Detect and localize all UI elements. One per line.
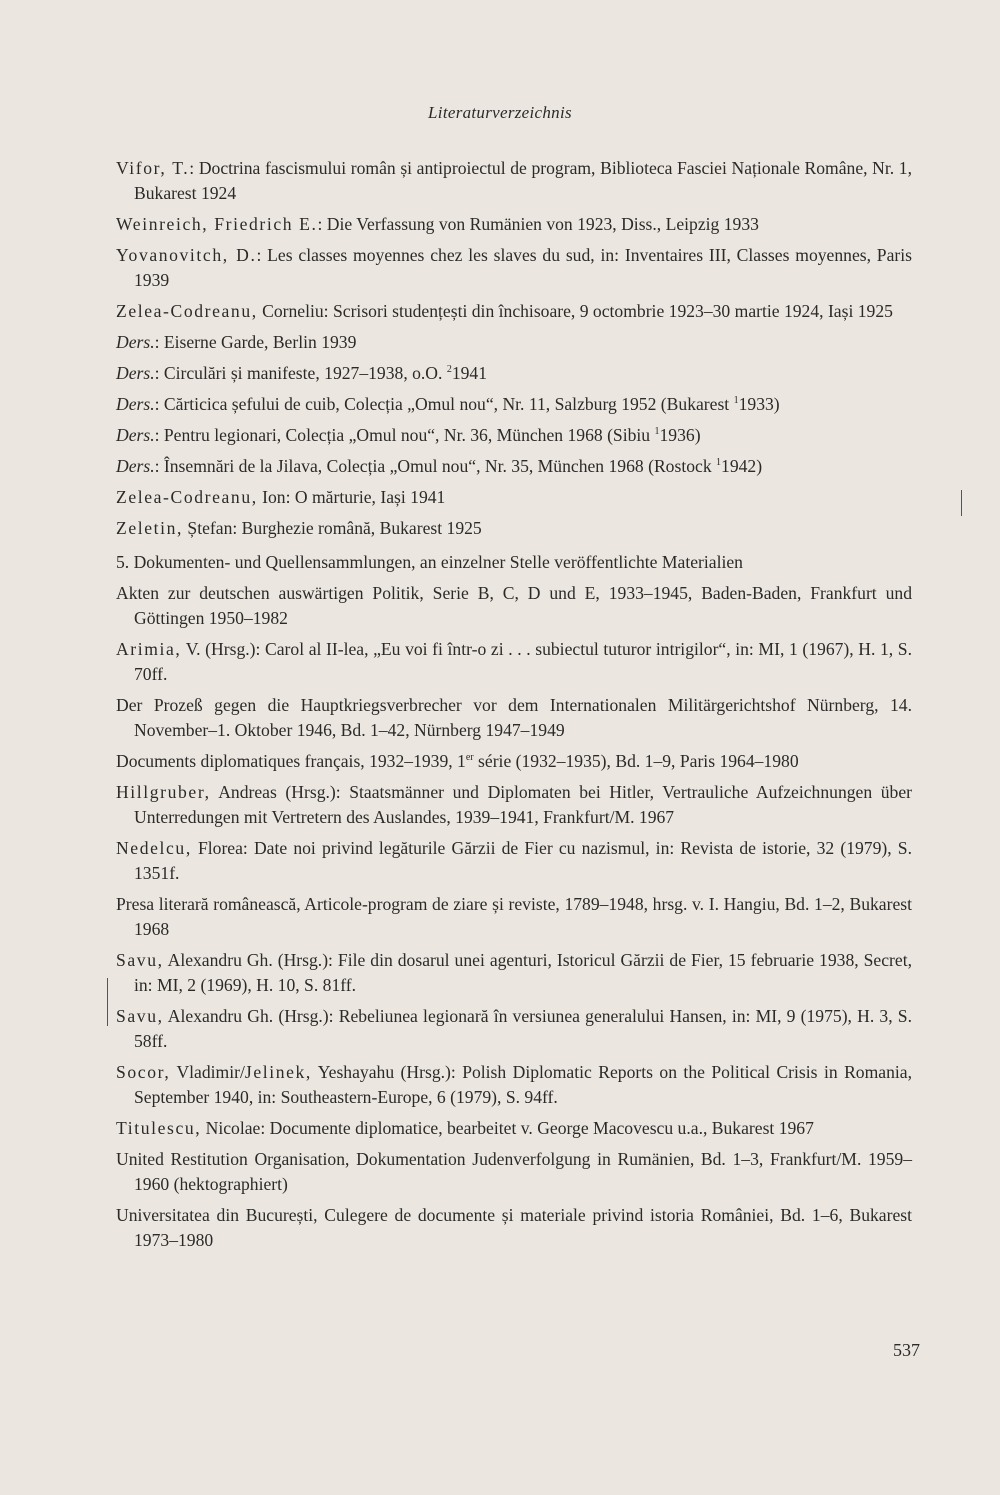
entry-text: : Les classes moyennes chez les slaves du sud, in: Inventaires III, Classes moyennes, Paris 1939 xyxy=(134,245,912,290)
source-entry xyxy=(116,1060,912,1110)
entry-author-2: Jelinek, xyxy=(244,1062,312,1082)
source-entry xyxy=(116,836,912,886)
source-entry xyxy=(116,693,912,743)
entry-text-2: Yeshayahu (Hrsg.): Polish Diplomatic Reports on the Political Crisis in Romania, September 1940, in: Southeastern-Europe, 6 (1979), S. 94ff. xyxy=(134,1062,912,1107)
entry-author: Savu, xyxy=(116,1006,164,1026)
entry-author: Zeletin, xyxy=(116,518,184,538)
entry-author: Zelea-Codreanu, xyxy=(116,487,258,507)
entry-text: Andreas (Hrsg.): Staatsmänner und Diplomaten bei Hitler, Vertrauliche Aufzeichnungen über Unterredungen mit Vertretern des Auslandes, 1939–1941, Frankfurt/M. 1967 xyxy=(134,782,912,827)
entry-ders: Ders. xyxy=(116,425,155,445)
entry-text: Vladimir/ xyxy=(170,1062,245,1082)
bib-entry xyxy=(116,299,912,324)
entry-text: : Însemnări de la Jilava, Colecția „Omul nou“, Nr. 35, München 1968 (Rostock xyxy=(154,456,717,476)
edition-superscript: er xyxy=(465,752,474,764)
source-entry xyxy=(116,637,912,687)
entry-text: : Die Verfassung von Rumänien von 1923, Diss., Leipzig 1933 xyxy=(317,214,759,234)
entry-text: Corneliu: Scrisori studențești din închisoare, 9 octombrie 1923–30 martie 1924, Iași 1925 xyxy=(257,301,893,321)
entry-text: Documents diplomatiques français, 1932–1939, 1 xyxy=(116,751,466,771)
entry-ders: Ders. xyxy=(116,394,155,414)
bib-entry xyxy=(116,454,912,479)
bib-entry xyxy=(116,485,912,510)
entry-text-tail: 1933) xyxy=(738,394,780,414)
entry-text: Alexandru Gh. (Hrsg.): Rebeliunea legionară în versiunea generalului Hansen, in: MI, 9 (1975), H. 3, S. 58ff. xyxy=(134,1006,912,1051)
source-entry xyxy=(116,1004,912,1054)
entry-text: Ștefan: Burghezie română, Bukarest 1925 xyxy=(183,518,482,538)
entry-text: Nicolae: Documente diplomatice, bearbeitet v. George Macovescu u.a., Bukarest 1967 xyxy=(201,1118,814,1138)
edition-superscript: 1 xyxy=(716,457,722,469)
bib-entry xyxy=(116,361,912,386)
entry-author: Savu, xyxy=(116,950,164,970)
bib-entry xyxy=(116,212,912,237)
source-entry xyxy=(116,948,912,998)
entry-author: Hillgruber, xyxy=(116,782,211,802)
running-head: Literaturverzeichnis xyxy=(428,103,572,122)
entry-text: : Pentru legionari, Colecția „Omul nou“, Nr. 36, München 1968 (Sibiu xyxy=(154,425,655,445)
source-entry xyxy=(116,780,912,830)
edition-superscript: 1 xyxy=(733,395,739,407)
entry-ders: Ders. xyxy=(116,332,155,352)
entry-text: Presa literară românească, Articole-program de ziare și reviste, 1789–1948, hrsg. v. I. Hangiu, Bd. 1–2, Bukarest 1968 xyxy=(116,894,912,939)
edition-superscript: 1 xyxy=(654,426,660,438)
entry-author: Titulescu, xyxy=(116,1118,202,1138)
entry-text-tail: 1941 xyxy=(451,363,488,383)
bib-entry xyxy=(116,516,912,541)
source-entry xyxy=(116,1203,912,1253)
entry-text: : Circulări și manifeste, 1927–1938, o.O. xyxy=(154,363,447,383)
page-number: 537 xyxy=(893,1340,920,1360)
entry-text: Universitatea din București, Culegere de documente și materiale privind istoria României, Bd. 1–6, Bukarest 1973–1980 xyxy=(116,1205,912,1250)
entry-text-tail: 1936) xyxy=(659,425,701,445)
source-entry xyxy=(116,581,912,631)
bib-entry xyxy=(116,243,912,293)
entry-ders: Ders. xyxy=(116,363,155,383)
entry-text: : Doctrina fascismului român și antiproiectul de program, Biblioteca Fasciei Naționale Române, Nr. 1, Bukarest 1924 xyxy=(134,158,912,203)
edition-superscript: 2 xyxy=(446,364,452,376)
bib-entry xyxy=(116,156,912,206)
source-entry xyxy=(116,1147,912,1197)
source-entry xyxy=(116,892,912,942)
entry-author: Weinreich, Friedrich E. xyxy=(116,214,318,234)
entry-author: Yovanovitch, D. xyxy=(116,245,257,265)
bibliography xyxy=(116,156,912,1259)
bib-entry xyxy=(116,392,912,417)
entry-text: Der Prozeß gegen die Hauptkriegsverbrecher vor dem Internationalen Militärgerichtshof Nürnberg, 14. November–1. Oktober 1946, Bd. 1–42, Nürnberg 1947–1949 xyxy=(116,695,912,740)
entry-author: Socor, xyxy=(116,1062,171,1082)
entry-text-tail: 1942) xyxy=(721,456,763,476)
margin-mark-left xyxy=(107,978,108,1026)
entry-text: Ion: O mărturie, Iași 1941 xyxy=(257,487,446,507)
entry-text: Alexandru Gh. (Hrsg.): File din dosarul unei agenturi, Istoricul Gărzii de Fier, 15 februarie 1938, Secret, in: MI, 2 (1969), H. 10, S. 81ff. xyxy=(134,950,912,995)
source-entry xyxy=(116,749,912,774)
entry-ders: Ders. xyxy=(116,456,155,476)
entry-author: Zelea-Codreanu, xyxy=(116,301,258,321)
entry-text: V. (Hrsg.): Carol al II-lea, „Eu voi fi într-o zi . . . subiectul tuturor intrigilor“, in: MI, 1 (1967), H. 1, S. 70ff. xyxy=(134,639,912,684)
bib-entry xyxy=(116,330,912,355)
entry-author: Arimia, xyxy=(116,639,182,659)
section-heading: 5. Dokumenten- und Quellensammlungen, an einzelner Stelle veröffentlichte Materialien xyxy=(116,552,743,572)
margin-mark-right xyxy=(961,490,962,516)
entry-author: Vifor, T. xyxy=(116,158,190,178)
entry-text: : Cărticica șefului de cuib, Colecția „Omul nou“, Nr. 11, Salzburg 1952 (Bukarest xyxy=(154,394,734,414)
source-entry xyxy=(116,1116,912,1141)
entry-text: Florea: Date noi privind legăturile Gărzii de Fier cu nazismul, in: Revista de istorie, 32 (1979), S. 1351f. xyxy=(134,838,912,883)
entry-text: : Eiserne Garde, Berlin 1939 xyxy=(154,332,357,352)
entry-text: Akten zur deutschen auswärtigen Politik, Serie B, C, D und E, 1933–1945, Baden-Baden, Frankfurt und Göttingen 1950–1982 xyxy=(116,583,912,628)
entry-text: United Restitution Organisation, Dokumentation Judenverfolgung in Rumänien, Bd. 1–3, Frankfurt/M. 1959–1960 (hektographiert) xyxy=(116,1149,912,1194)
bib-entry xyxy=(116,423,912,448)
entry-author: Nedelcu, xyxy=(116,838,192,858)
entry-text-tail: série (1932–1935), Bd. 1–9, Paris 1964–1980 xyxy=(473,751,799,771)
